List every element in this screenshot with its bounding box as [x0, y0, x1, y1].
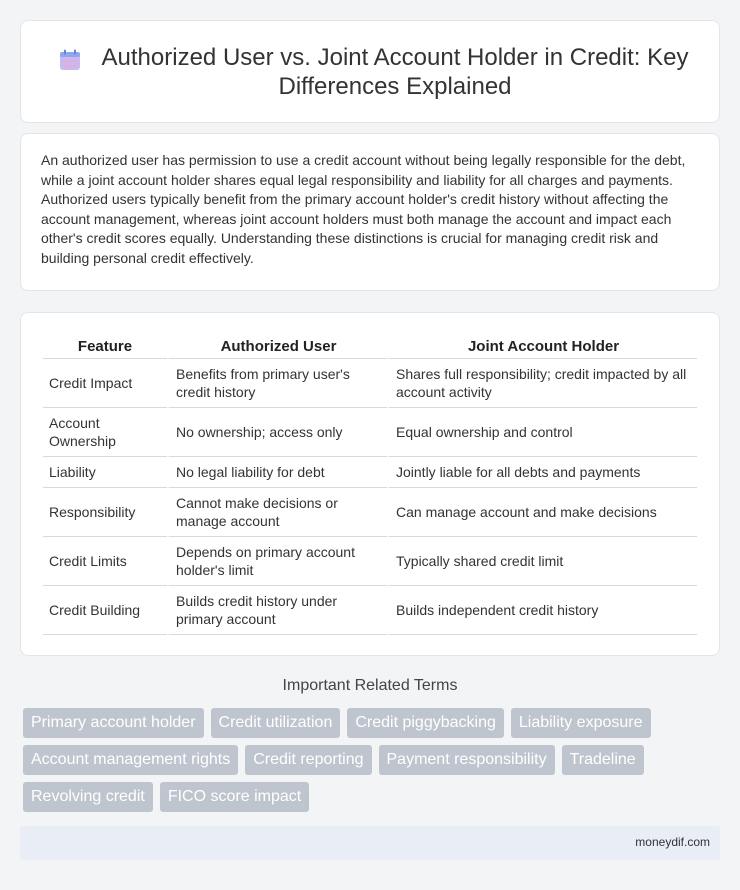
summary-text: An authorized user has permission to use a credit account without being legally responsible for the debt, while a joint account holder shares equal legal responsibility and liability for all charges and payments. Authorized users typically benefit from the primary account holder's credit history without affecting the account management, whereas joint account holders must both manage the account and impact each other's credit scores equally. Understanding these distinctions is crucial for managing credit risk and building personal credit effectively. [41, 152, 686, 266]
related-term-tag[interactable]: FICO score impact [160, 782, 309, 812]
footer [20, 826, 720, 860]
table-row [43, 408, 697, 457]
header-card [20, 20, 720, 123]
table-cell: Can manage account and make decisions [387, 488, 697, 537]
table-cell: Credit Building [43, 586, 167, 635]
table-row [43, 586, 697, 635]
column-header: Authorized User [167, 333, 387, 359]
column-header: Feature [43, 333, 167, 359]
page-title: Authorized User vs. Joint Account Holder in Credit: Key Differences Explained [101, 44, 689, 100]
table-cell: Cannot make decisions or manage account [167, 488, 387, 537]
summary-card [20, 133, 720, 291]
table-cell: No legal liability for debt [167, 457, 387, 488]
related-terms-list [23, 708, 723, 812]
table-cell: Account Ownership [43, 408, 167, 457]
related-terms-title: Important Related Terms [282, 677, 458, 694]
table-cell: Builds independent credit history [387, 586, 697, 635]
table-cell: Builds credit history under primary account [167, 586, 387, 635]
table-cell: Liability [43, 457, 167, 488]
table-cell: Credit Limits [43, 537, 167, 586]
calendar-icon [59, 49, 81, 71]
table-cell: Credit Impact [43, 359, 167, 408]
comparison-table [43, 333, 697, 635]
comparison-table-card [20, 312, 720, 656]
table-cell: Benefits from primary user's credit history [167, 359, 387, 408]
table-cell: Shares full responsibility; credit impacted by all account activity [387, 359, 697, 408]
footer-site[interactable]: moneydif.com [635, 835, 710, 849]
related-term-tag[interactable]: Credit piggybacking [347, 708, 504, 738]
table-row [43, 537, 697, 586]
table-row [43, 488, 697, 537]
table-row [43, 457, 697, 488]
column-header: Joint Account Holder [387, 333, 697, 359]
table-cell: Equal ownership and control [387, 408, 697, 457]
table-cell: No ownership; access only [167, 408, 387, 457]
related-term-tag[interactable]: Credit reporting [245, 745, 371, 775]
related-term-tag[interactable]: Tradeline [562, 745, 644, 775]
table-cell: Depends on primary account holder's limit [167, 537, 387, 586]
table-header-row [43, 333, 697, 359]
table-cell: Responsibility [43, 488, 167, 537]
related-term-tag[interactable]: Credit utilization [211, 708, 341, 738]
related-term-tag[interactable]: Revolving credit [23, 782, 153, 812]
related-term-tag[interactable]: Liability exposure [511, 708, 651, 738]
table-cell: Typically shared credit limit [387, 537, 697, 586]
related-term-tag[interactable]: Account management rights [23, 745, 238, 775]
related-term-tag[interactable]: Payment responsibility [379, 745, 555, 775]
table-cell: Jointly liable for all debts and payments [387, 457, 697, 488]
related-term-tag[interactable]: Primary account holder [23, 708, 204, 738]
table-row [43, 359, 697, 408]
